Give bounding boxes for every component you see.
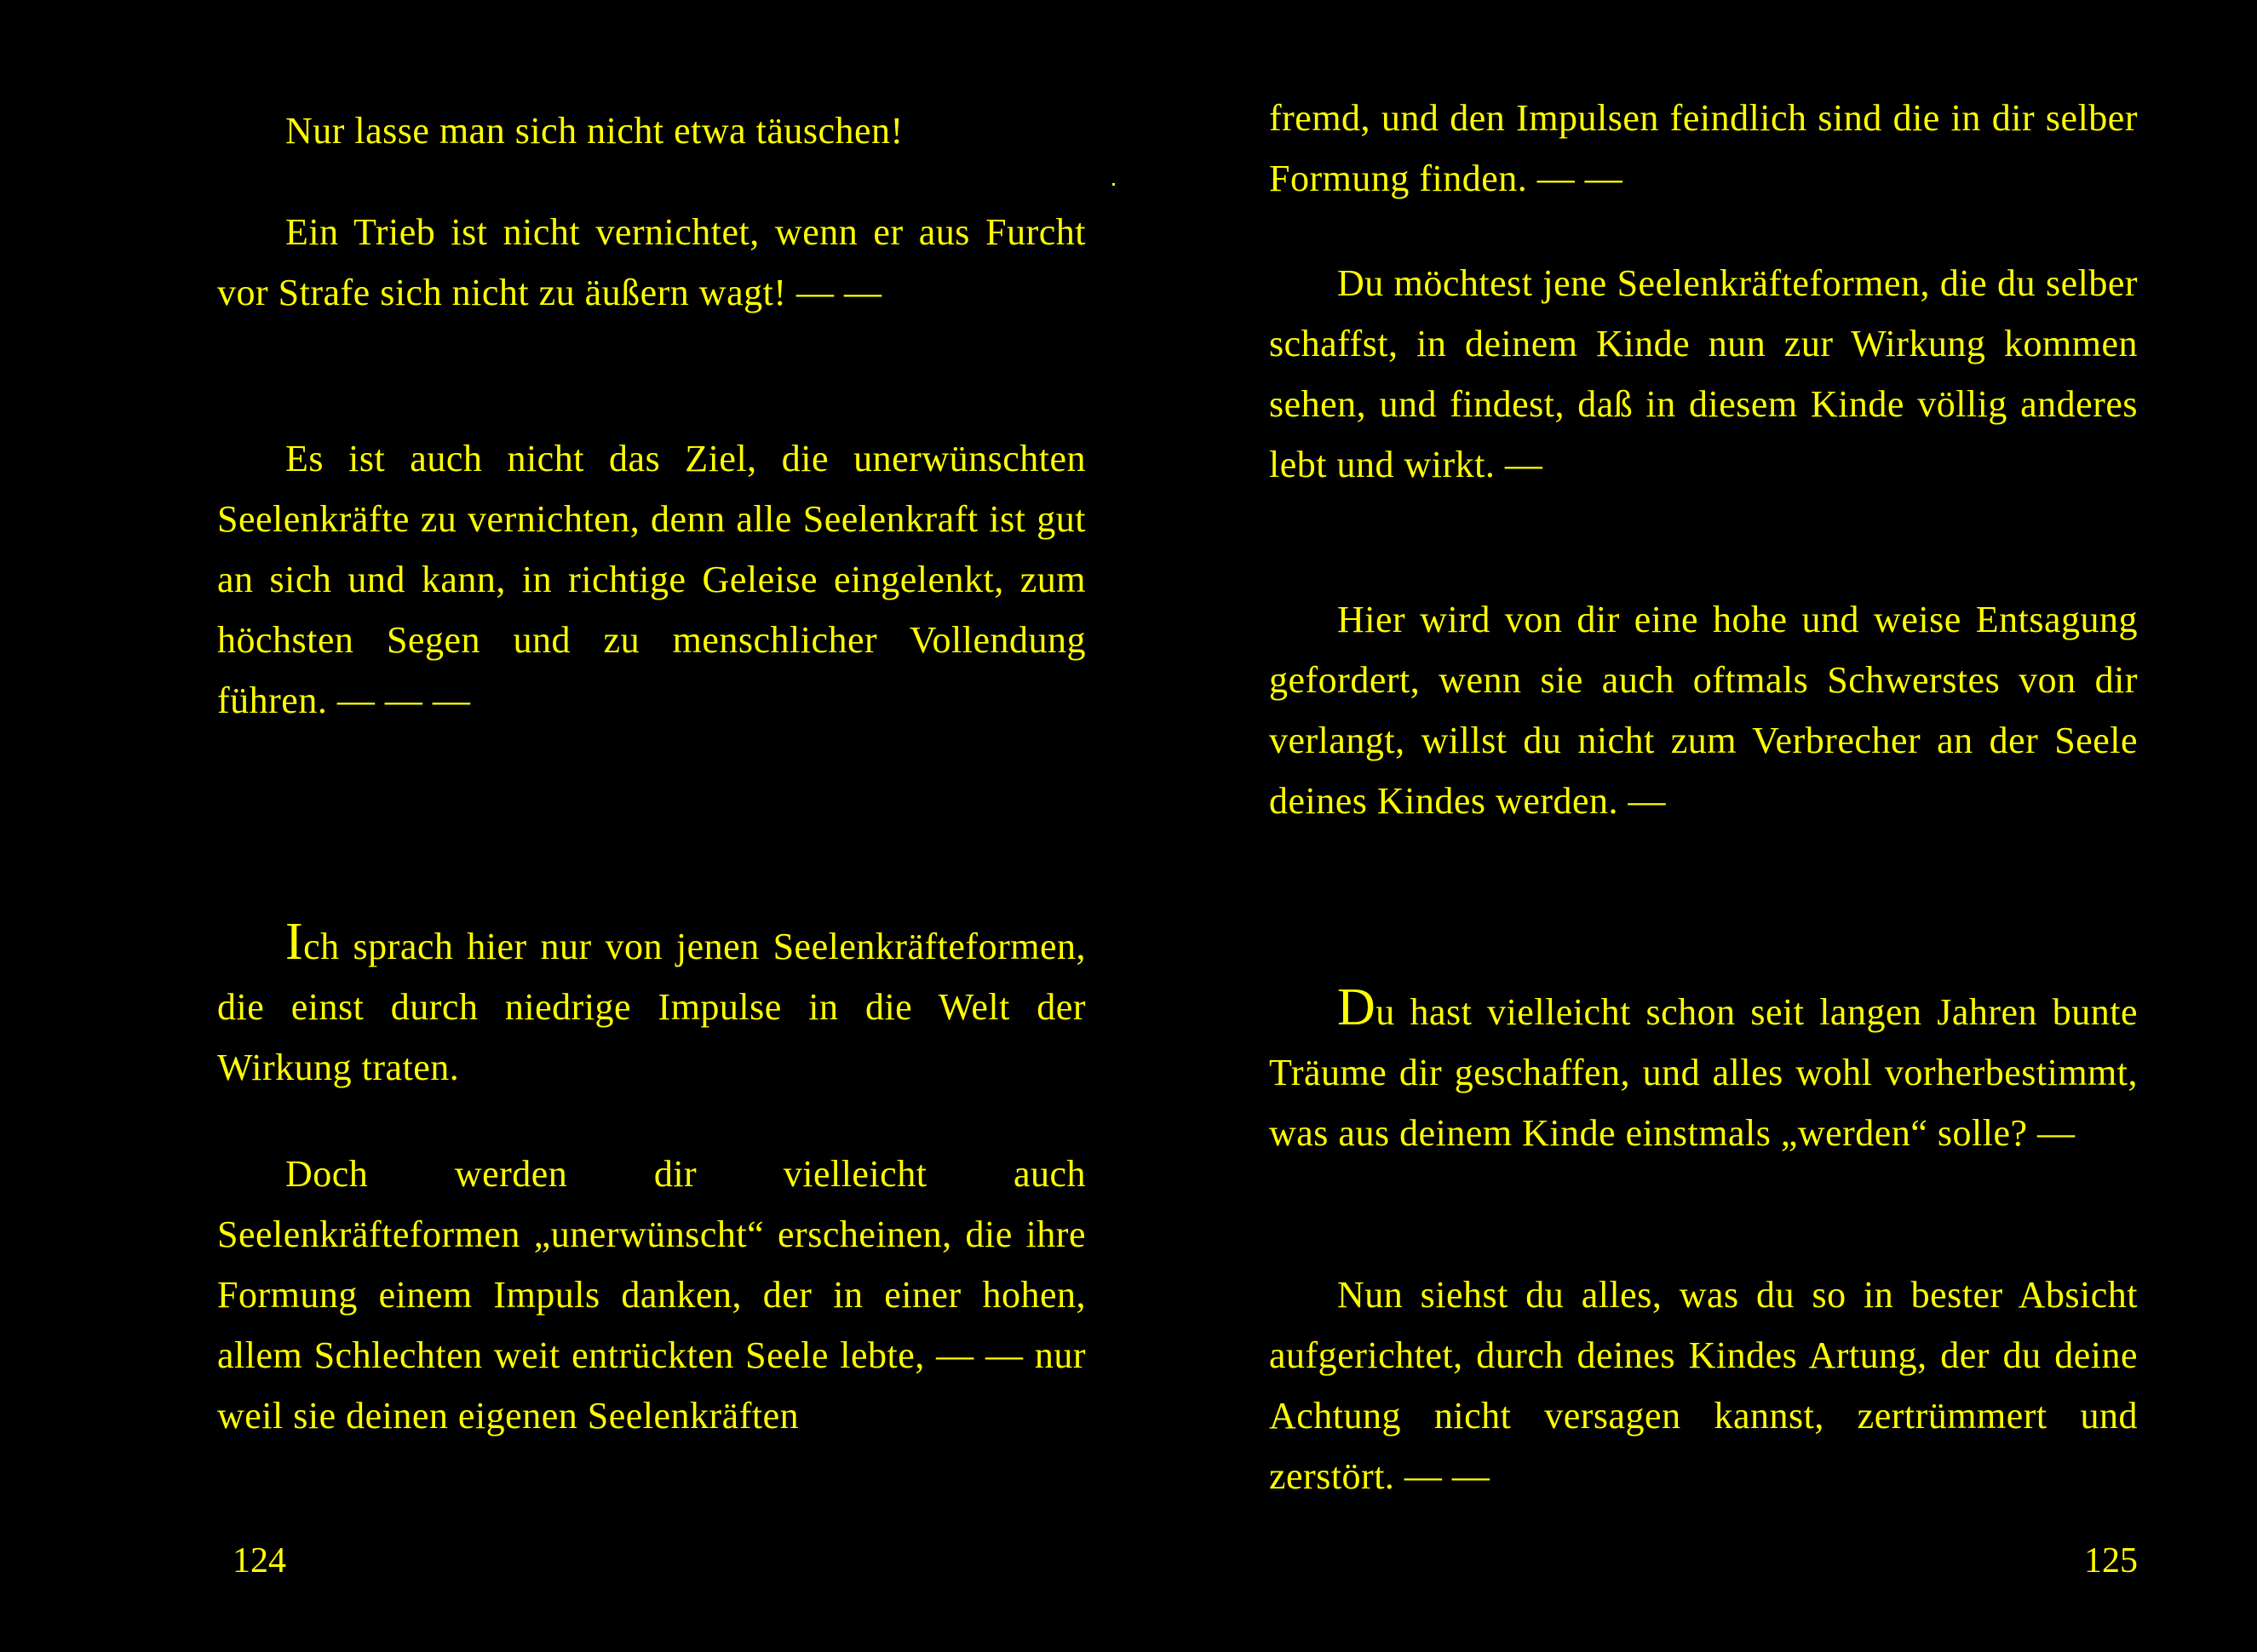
drop-cap: I (285, 913, 304, 971)
left-paragraph-2: Ein Trieb ist nicht vernichtet, wenn er aus Furcht vor Strafe sich nicht zu äußern wagt! — — (217, 211, 1086, 313)
left-paragraph-4-text: ch sprach hier nur von jenen Seelenkräfteformen, die einst durch niedrige Impulse in die Welt der Wirkung traten. (217, 926, 1086, 1088)
stray-mark (1112, 183, 1115, 186)
right-paragraph-3: Hier wird von dir eine hohe und weise Entsagung gefordert, wenn sie auch oftmals Schwerstes von dir verlangt, willst du nicht zum Verbrecher an der Seele deines Kindes werden. — (1269, 599, 2138, 822)
right-paragraph-4-text: u hast vielleicht schon seit langen Jahren bunte Träume dir geschaffen, und alles wohl vorherbestimmt, was aus deinem Kinde einstmals „werden“ solle? — (1269, 991, 2138, 1154)
left-paragraph-5: Doch werden dir vielleicht auch Seelenkräfteformen „unerwünscht“ erscheinen, die ihre Formung einem Impuls danken, der in einer hohen, allem Schlechten weit entrückten Seele lebte, — — nur weil sie deinen eigenen Seelenkräften (217, 1153, 1086, 1437)
right-paragraph-2: Du möchtest jene Seelenkräfteformen, die du selber schaffst, in deinem Kinde nun zur Wirkung kommen sehen, und findest, daß in diesem Kinde völlig anderes lebt und wirkt. — (1269, 262, 2138, 485)
left-paragraph-4 (217, 913, 1086, 1098)
right-paragraph-1: fremd, und den Impulsen feindlich sind die in dir selber Formung finden. — — (1269, 97, 2138, 199)
page-number-left: 124 (233, 1541, 286, 1580)
left-paragraph-1: Nur lasse man sich nicht etwa täuschen! (285, 110, 904, 152)
right-paragraph-5: Nun siehst du alles, was du so in bester Absicht aufgerichtet, durch deines Kindes Artung, der du deine Achtung nicht versagen kannst, zertrümmert und zerstört. — — (1269, 1274, 2138, 1497)
page-number-right: 125 (2084, 1541, 2138, 1580)
right-paragraph-4 (1269, 978, 2138, 1163)
right-page (1269, 0, 2138, 1652)
left-paragraph-3: Es ist auch nicht das Ziel, die unerwünschten Seelenkräfte zu vernichten, denn alle Seelenkraft ist gut an sich und kann, in richtige Geleise eingelenkt, zum höchsten Segen und zu menschlicher Vollendung führen. — — — (217, 438, 1086, 721)
left-page (217, 0, 1086, 1652)
drop-cap: D (1337, 978, 1376, 1036)
